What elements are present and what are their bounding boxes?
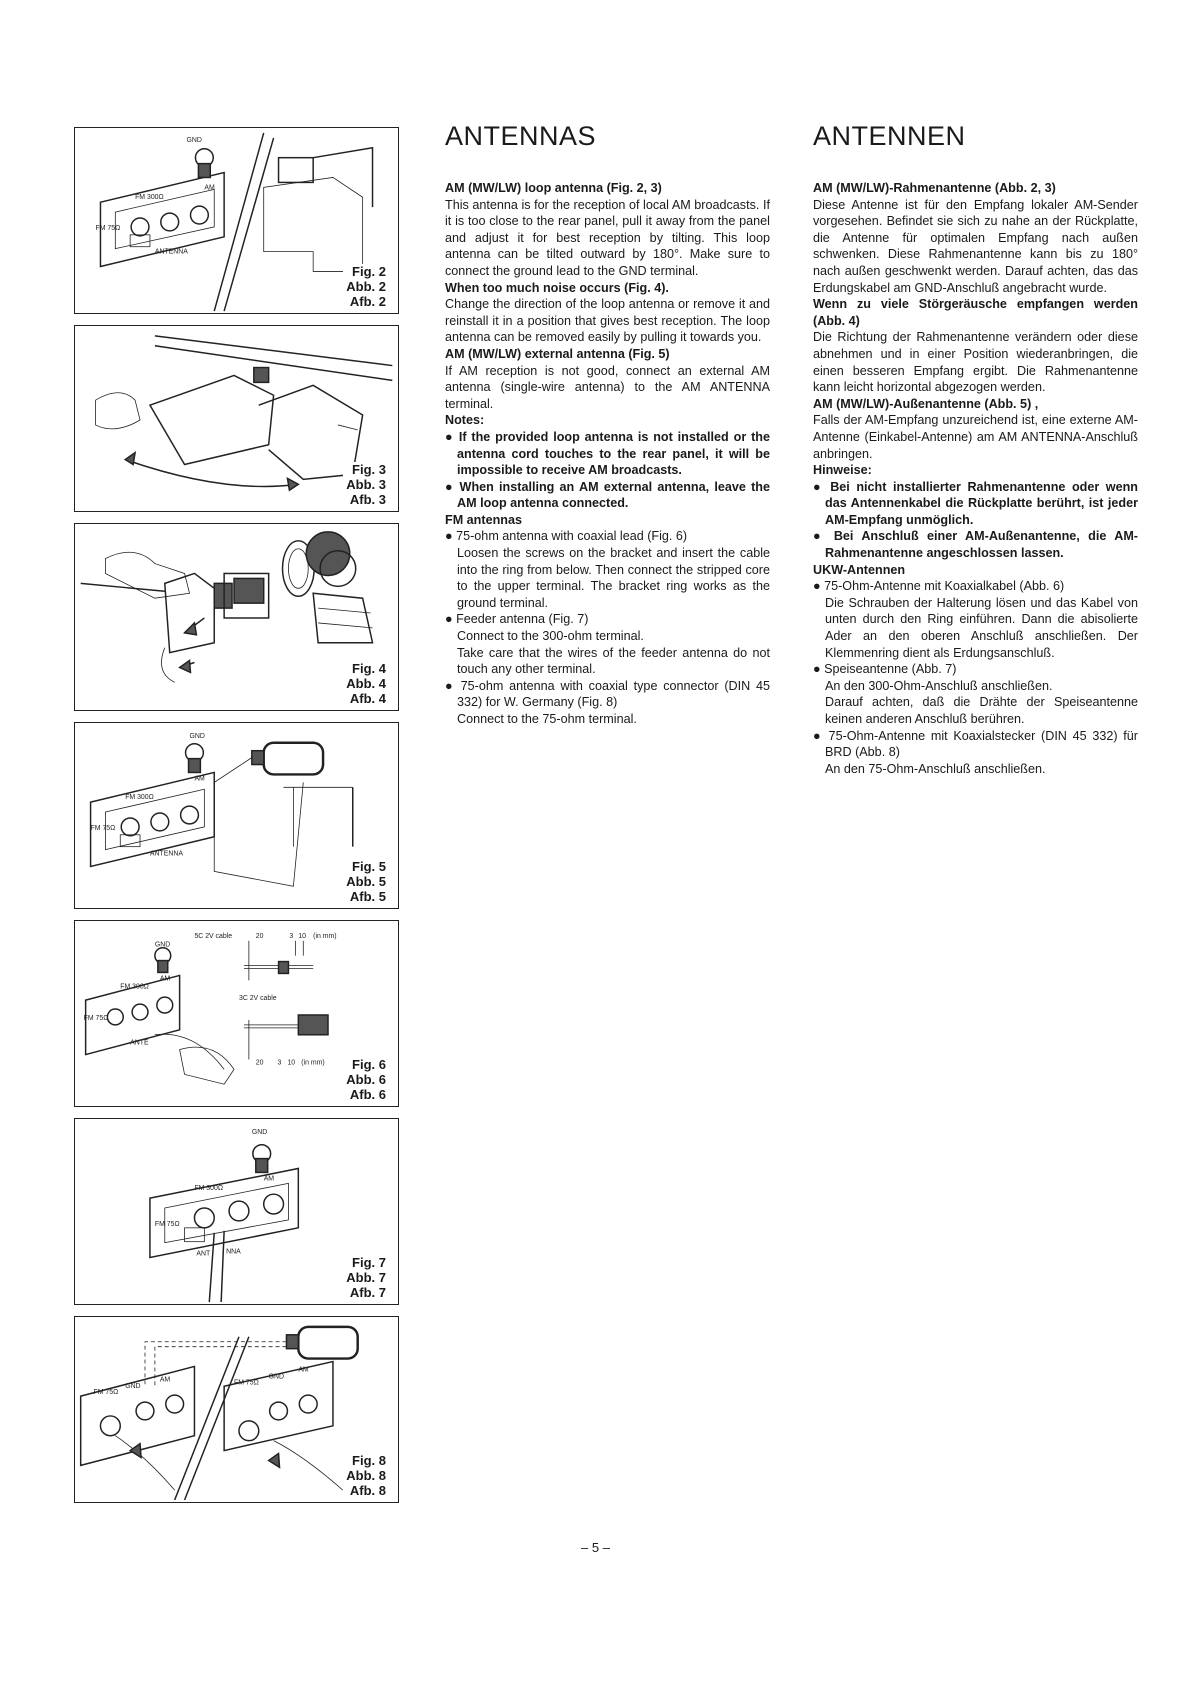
figure-5 — [74, 722, 399, 909]
figure-7 — [74, 1118, 399, 1305]
caption-afb: Afb. 5 — [349, 889, 386, 904]
caption-abb: Abb. 8 — [346, 1468, 386, 1483]
fig2-label-fm75: FM 75Ω — [95, 224, 121, 232]
fig8-label-fm75-right: FM 75Ω — [234, 1379, 259, 1387]
fig6-dim-unit-b: (in mm) — [301, 1059, 325, 1067]
fig-8-caption — [343, 1453, 386, 1498]
fig8-label-gnd-right: GND — [268, 1373, 285, 1381]
figure-4 — [74, 523, 399, 711]
note-1: ● If the provided loop antenna is not installed or the antenna cord touches to the rear panel, it will be impossible to receive AM broadcasts. — [445, 429, 770, 478]
fig5-label-fm75: FM 75Ω — [90, 824, 116, 832]
para-feeder-2-de: Darauf achten, daß die Drähte der Speiseantenne keinen anderen Anschluß berühren. — [825, 695, 1138, 726]
heading-noise: When too much noise occurs (Fig. 4). — [445, 280, 669, 295]
fig7-label-nna: NNA — [226, 1248, 241, 1256]
fig-3-caption — [343, 462, 386, 507]
fig7-label-fm75: FM 75Ω — [154, 1220, 180, 1228]
note-2-de: ● Bei Anschluß einer AM-Außenantenne, die AM-Rahmenantenne angeschlossen lassen. — [813, 529, 1138, 561]
caption-fig: Fig. 7 — [352, 1255, 386, 1270]
caption-abb: Abb. 5 — [346, 874, 386, 889]
section-title-en: ANTENNAS — [445, 121, 597, 151]
english-column — [445, 120, 770, 728]
caption-afb: Afb. 4 — [349, 691, 386, 706]
figure-6 — [74, 920, 399, 1107]
caption-fig: Fig. 3 — [352, 462, 386, 477]
fig6-label-fm300: FM 300Ω — [120, 983, 149, 991]
note-2: ● When installing an AM external antenna, leave the AM loop antenna connected. — [445, 479, 770, 511]
heading-noise-de: Wenn zu viele Störgeräusche empfangen werden (Abb. 4) — [813, 297, 1138, 328]
fig5-label-fm300: FM 300Ω — [125, 794, 154, 802]
fig6-dim-10: 10 — [298, 932, 307, 940]
heading-notes-de: Hinweise: — [813, 463, 872, 478]
heading-am-loop: AM (MW/LW) loop antenna (Fig. 2, 3) — [445, 181, 662, 195]
section-title-de: ANTENNEN — [813, 121, 966, 151]
fig5-label-am: AM — [194, 775, 205, 783]
bullet-feeder-de: ● Speiseantenne (Abb. 7) — [813, 662, 957, 677]
figure-3 — [74, 325, 399, 512]
bullet-fm-coax: ● 75-ohm antenna with coaxial lead (Fig. 6) — [445, 529, 688, 544]
para-fm-coax-de: Die Schrauben der Halterung lösen und das Kabel von unten durch den Ring einführen. Dann die abisolierte Ader an den oberen Anschluß anschließen. Der Klemmenring dient als Erdungsanschluß. — [825, 595, 1138, 660]
para-am-external: If AM reception is not good, connect an external AM antenna (single-wire antenna) to the AM ANTENNA terminal. — [445, 363, 770, 411]
caption-abb: Abb. 6 — [346, 1072, 386, 1087]
fig6-dim-10b: 10 — [287, 1059, 296, 1067]
caption-fig: Fig. 5 — [352, 859, 386, 874]
caption-fig: Fig. 4 — [352, 661, 386, 676]
para-din-de: An den 75-Ohm-Anschluß anschließen. — [825, 761, 1046, 776]
para-din: Connect to the 75-ohm terminal. — [457, 712, 637, 726]
fig6-label-cable-5c: 5C 2V cable — [194, 932, 233, 940]
para-am-loop: This antenna is for the reception of local AM broadcasts. If it is too close to the rear panel, pull it away from the panel and adjust it for best reception by tilting. This loop antenna can be tilted outward by 180°. Make sure to connect the ground lead to the GND terminal. — [445, 197, 770, 278]
heading-notes: Notes: — [445, 413, 485, 428]
fig-7-caption — [343, 1255, 386, 1300]
fig6-label-cable-3c: 3C 2V cable — [238, 995, 277, 1003]
bullet-din-de: ● 75-Ohm-Antenne mit Koaxialstecker (DIN 45 332) für BRD (Abb. 8) — [813, 728, 1138, 760]
caption-afb: Afb. 3 — [349, 492, 386, 507]
caption-afb: Afb. 2 — [349, 294, 386, 309]
caption-afb: Afb. 8 — [349, 1483, 386, 1498]
heading-fm-antennas: FM antennas — [445, 512, 522, 527]
figure-2 — [74, 127, 399, 314]
heading-fm-antennas-de: UKW-Antennen — [813, 562, 906, 577]
fig8-label-gnd-left: GND — [125, 1383, 141, 1391]
fig6-label-fm75: FM 75Ω — [83, 1014, 109, 1022]
caption-abb: Abb. 3 — [346, 477, 386, 492]
bullet-fm-coax-de: ● 75-Ohm-Antenne mit Koaxialkabel (Abb. 6) — [813, 579, 1065, 594]
para-noise-de: Die Richtung der Rahmenantenne verändern oder diese abnehmen und in einer Position wiederanbringen, die einen besseren Empfang ergibt. Die Rahmenantenne kann leicht horizontal abgezogen werden. — [813, 330, 1138, 395]
fig6-label-ante: ANTE — [130, 1039, 149, 1047]
page-number: – 5 – — [581, 1540, 610, 1555]
fig7-label-ant: ANT — [196, 1250, 211, 1258]
para-am-loop-de: Diese Antenne ist für den Empfang lokaler AM-Sender vorgesehen. Befindet sie sich zu nahe an der Rückplatte, die Antenne für optimalen Empfang nach außen schwenken. Diese Rahmenantenne kann bis zu 180° nach außen geschwenkt werden. Darauf achten, das das Erdungskabel am GND-Anschluß angebracht wurde. — [813, 197, 1138, 295]
fig-5-caption — [343, 859, 386, 904]
caption-fig: Fig. 6 — [352, 1057, 386, 1072]
fig6-dim-unit: (in mm) — [313, 932, 337, 940]
caption-fig: Fig. 2 — [352, 264, 386, 279]
german-column — [813, 120, 1138, 777]
caption-abb: Abb. 4 — [346, 676, 386, 691]
fig6-dim-20b: 20 — [255, 1059, 264, 1067]
fig2-label-gnd: GND — [186, 136, 202, 144]
para-feeder-1: Connect to the 300-ohm terminal. — [457, 629, 644, 644]
fig6-label-gnd: GND — [154, 941, 171, 949]
fig7-label-fm300: FM 300Ω — [194, 1185, 224, 1193]
fig6-dim-20: 20 — [255, 932, 264, 940]
fig8-label-fm75-left: FM 75Ω — [93, 1389, 119, 1397]
fig8-label-am-right: AM — [298, 1366, 309, 1374]
para-fm-coax: Loosen the screws on the bracket and insert the cable into the ring from below. Then connect the stripped core to the upper terminal. The bracket ring works as the ground terminal. — [457, 546, 770, 610]
fig-4-caption — [343, 661, 386, 706]
para-feeder-1-de: An den 300-Ohm-Anschluß anschließen. — [825, 678, 1053, 693]
fig6-dim-3: 3 — [289, 932, 294, 940]
fig-6-caption — [343, 1057, 386, 1102]
bullet-feeder: ● Feeder antenna (Fig. 7) — [445, 612, 589, 627]
para-feeder-2: Take care that the wires of the feeder antenna do not touch any other terminal. — [457, 645, 770, 677]
fig5-label-gnd: GND — [189, 732, 205, 740]
figure-8 — [74, 1316, 399, 1503]
fig-2-caption — [343, 264, 386, 309]
fig8-label-am-left: AM — [159, 1376, 171, 1384]
caption-afb: Afb. 6 — [349, 1087, 386, 1102]
fig7-label-am: AM — [263, 1175, 275, 1183]
fig2-label-am: AM — [204, 184, 215, 192]
heading-am-external: AM (MW/LW) external antenna (Fig. 5) — [445, 346, 670, 361]
caption-fig: Fig. 8 — [352, 1453, 386, 1468]
bullet-din: ● 75-ohm antenna with coaxial type connector (DIN 45 332) for W. Germany (Fig. 8) — [445, 678, 770, 710]
para-am-external-de: Falls der AM-Empfang unzureichend ist, eine externe AM-Antenne (Einkabel-Antenne) am AM ANTENNA-Anschluß anbringen. — [813, 413, 1138, 461]
fig6-label-am: AM — [159, 975, 171, 983]
para-noise: Change the direction of the loop antenna or remove it and reinstall it in a position that gives best reception. The loop antenna can be removed easily by pulling it towards you. — [445, 297, 770, 345]
caption-afb: Afb. 7 — [349, 1285, 386, 1300]
heading-am-loop-de: AM (MW/LW)-Rahmenantenne (Abb. 2, 3) — [813, 181, 1056, 195]
note-1-de: ● Bei nicht installierter Rahmenantenne oder wenn das Antennenkabel die Rückplatte berührt, ist jeder AM-Empfang unmöglich. — [813, 479, 1138, 527]
caption-abb: Abb. 2 — [346, 279, 386, 294]
caption-abb: Abb. 7 — [346, 1270, 386, 1285]
fig2-label-fm300: FM 300Ω — [135, 194, 164, 202]
fig5-label-antenna: ANTENNA — [149, 850, 183, 858]
fig2-label-antenna: ANTENNA — [154, 248, 188, 256]
fig7-label-gnd: GND — [251, 1128, 268, 1136]
fig6-dim-3b: 3 — [277, 1059, 282, 1067]
heading-am-external-de: AM (MW/LW)-Außenantenne (Abb. 5) , — [813, 396, 1039, 411]
